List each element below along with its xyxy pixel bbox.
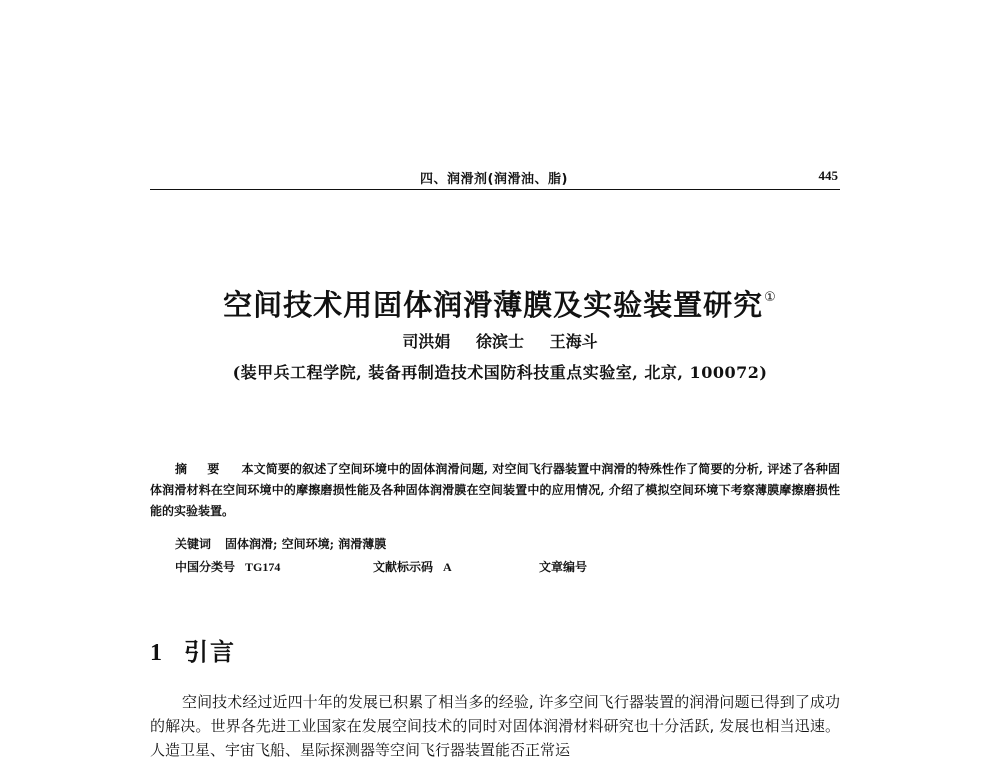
author: 王海斗 xyxy=(549,332,598,351)
clc-label: 中国分类号 xyxy=(175,560,236,574)
body-text xyxy=(150,690,840,762)
intro-paragraph: 空间技术经过近四十年的发展已积累了相当多的经验, 许多空间飞行器装置的润滑问题已得到了成功的解决。世界各先进工业国家在发展空间技术的同时对固体润滑材料研究也十分活跃, 发展也相当迅速。人造卫星、宇宙飞船、星际探测器等空间飞行器装置能否正常运 xyxy=(150,693,840,759)
abstract-text: 本文简要的叙述了空间环境中的固体润滑问题, 对空间飞行器装置中润滑的特殊性作了简要的分析, 评述了各种固体润滑材料在空间环境中的摩擦磨损性能及各种固体润滑膜在空间装置中的应用情况, 介绍了模拟空间环境下考察薄膜摩擦磨损性能的实验装置。 xyxy=(150,462,840,518)
running-head xyxy=(150,168,840,188)
author: 徐滨士 xyxy=(475,332,524,351)
keywords-text: 固体润滑; 空间环境; 润滑薄膜 xyxy=(225,537,387,551)
paper-title-text: 空间技术用固体润滑薄膜及实验装置研究 xyxy=(223,288,764,322)
section-title: 引言 xyxy=(184,638,236,666)
document-code xyxy=(373,558,452,575)
author-list xyxy=(0,329,1000,352)
title-footnote-mark: ① xyxy=(764,290,777,305)
section-number: 1 xyxy=(150,640,162,666)
clc-value: TG174 xyxy=(245,560,281,574)
abstract-label: 摘 要 xyxy=(175,462,228,476)
author: 司洪娟 xyxy=(402,332,451,351)
abstract xyxy=(150,459,840,522)
affiliation: (装甲兵工程学院, 装备再制造技术国防科技重点实验室, 北京, 100072) xyxy=(232,363,768,382)
paper-title xyxy=(0,283,1000,324)
keywords xyxy=(175,535,386,552)
keywords-label: 关键词 xyxy=(175,537,212,551)
doc-code-value: A xyxy=(443,560,452,574)
header-rule xyxy=(150,189,840,190)
article-number-label: 文章编号 xyxy=(539,560,588,574)
doc-code-label: 文献标示码 xyxy=(373,560,434,574)
clc-number xyxy=(175,558,280,575)
section-heading xyxy=(150,632,236,667)
running-head-section: 四、润滑剂(润滑油、脂) xyxy=(420,172,568,187)
page-number: 445 xyxy=(818,168,838,183)
